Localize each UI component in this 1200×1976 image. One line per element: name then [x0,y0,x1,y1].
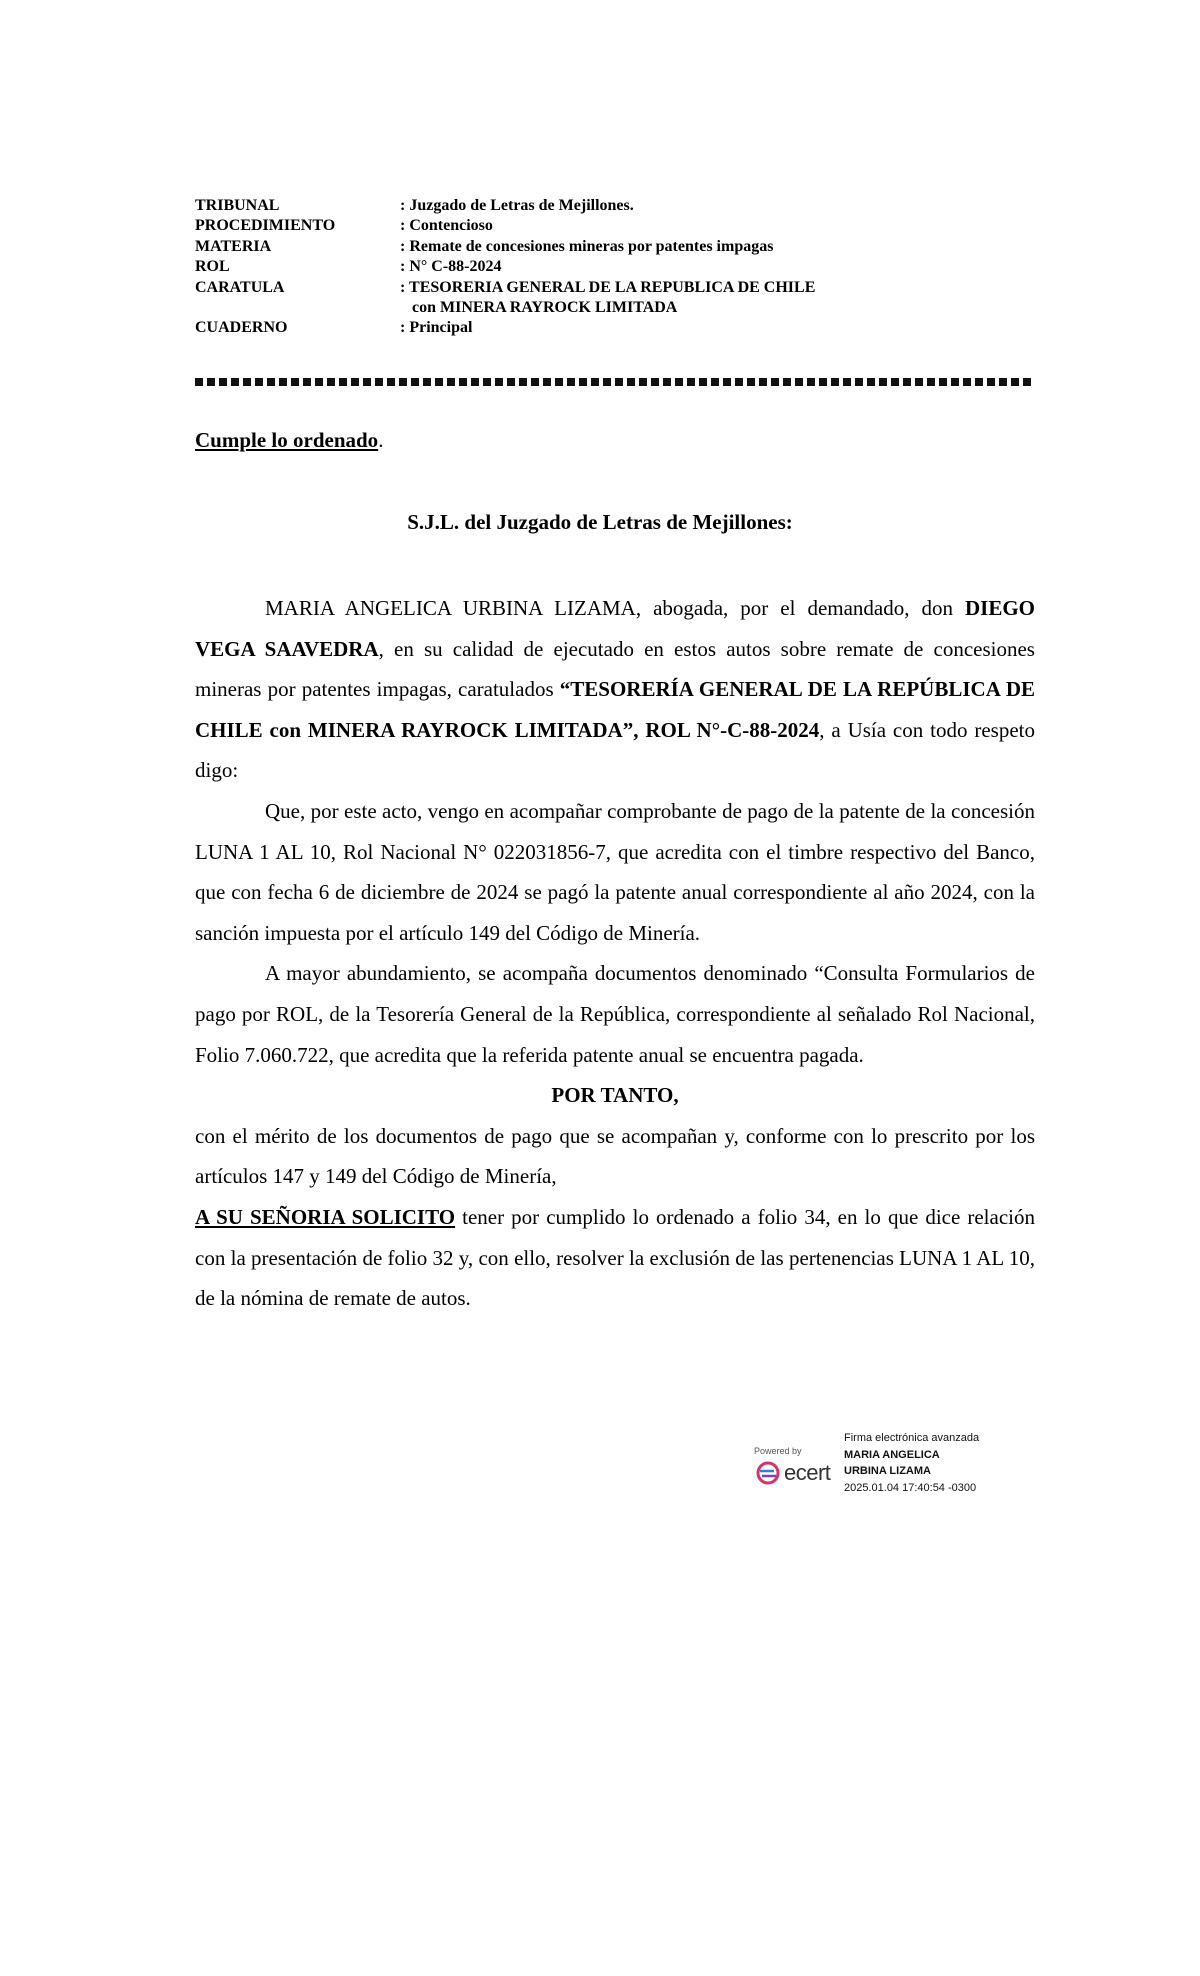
paragraph-payment: Que, por este acto, vengo en acompañar comprobante de pago de la patente de la concesión LUNA 1 AL 10, Rol Nacional N° 022031856-7, que acredita con el timbre respectivo del Banco, que con fecha 6 de diciembre de 2024 se pagó la patente anual correspondiente al año 2024, con la sanción impuesta por el artículo 149 del Código de Minería. [195,798,1035,945]
ecert-logo-text: ecert [784,1460,831,1485]
paragraph-intro [195,588,1035,791]
client-name: DIEGO VEGA SAAVEDRA [195,596,1035,661]
signature-details [844,1430,979,1496]
electronic-signature [754,1430,1014,1500]
request-heading: A SU SEÑORIA SOLICITO [195,1204,456,1229]
header-value: : Contencioso [400,217,493,235]
header-row-cuaderno [195,318,915,338]
case-title: “TESORERÍA GENERAL DE LA REPÚBLICA DE CHILE con MINERA RAYROCK LIMITADA”, ROL N°-C-88-2024 [195,677,1035,742]
intro-text: , a Usía con todo respeto digo: [195,717,1035,783]
header-row-rol [195,257,915,277]
header-row-tribunal [195,196,915,216]
header-value: : Remate de concesiones mineras por patentes impagas [400,237,774,255]
request-text: tener por cumplido lo ordenado a folio 34, en lo que dice relación con la presentación de folio 32 y, con ello, resolver la exclusión de las pertenencias LUNA 1 AL 10, de la nómina de remate de autos. [195,1204,1035,1311]
paragraph-additional: A mayor abundamiento, se acompaña documentos denominado “Consulta Formularios de pago por ROL, de la Tesorería General de la República, correspondiente al señalado Rol Nacional, Folio 7.060.722, que acredita que la referida patente anual se encuentra pagada. [195,961,1035,1067]
header-row-materia [195,237,915,257]
header-label: MATERIA [195,237,272,255]
dotted-divider [195,378,1035,386]
header-value: : Principal [400,319,473,337]
document-body [195,588,1035,1319]
header-row-procedimiento [195,216,915,236]
header-label: CARATULA [195,278,285,296]
header-value: : Juzgado de Letras de Mejillones. [400,197,634,214]
powered-by-label: Powered by [754,1446,802,1456]
header-value: con MINERA RAYROCK LIMITADA [400,299,678,317]
por-tanto-heading: POR TANTO, [551,1083,679,1108]
signature-timestamp: 2025.01.04 17:40:54 -0300 [844,1481,977,1494]
intro-text: MARIA ANGELICA URBINA LIZAMA, abogada, por el demandado, don [265,596,965,620]
intro-text: , en su calidad de ejecutado en estos autos sobre remate de concesiones mineras por patentes impagas, caratulados [195,636,1035,702]
header-value: : TESORERIA GENERAL DE LA REPUBLICA DE CHILE [400,278,816,296]
header-label: ROL [195,258,230,276]
signer-name-first: MARIA ANGELICA [844,1448,940,1461]
paragraph-merit: con el mérito de los documentos de pago que se acompañan y, conforme con lo prescrito por los artículos 147 y 149 del Código de Minería, [195,1123,1035,1189]
summary-period: . [378,428,384,452]
signer-name-last: URBINA LIZAMA [844,1465,931,1477]
signature-type: Firma electrónica avanzada [844,1432,980,1444]
header-row-caratula-cont [195,298,915,318]
header-value: : N° C-88-2024 [400,258,502,276]
ecert-logo-icon [754,1460,782,1486]
summary-text: Cumple lo ordenado [195,428,379,452]
header-label: PROCEDIMIENTO [195,217,336,235]
header-label: TRIBUNAL [195,197,280,214]
header-label [195,298,400,318]
paragraph-request [195,1197,1035,1319]
summary-line [195,428,383,453]
header-label: CUADERNO [195,319,288,337]
header-row-caratula [195,278,915,298]
addressee: S.J.L. del Juzgado de Letras de Mejillones: [407,510,793,534]
case-header [195,196,915,339]
ecert-logo [754,1460,830,1486]
